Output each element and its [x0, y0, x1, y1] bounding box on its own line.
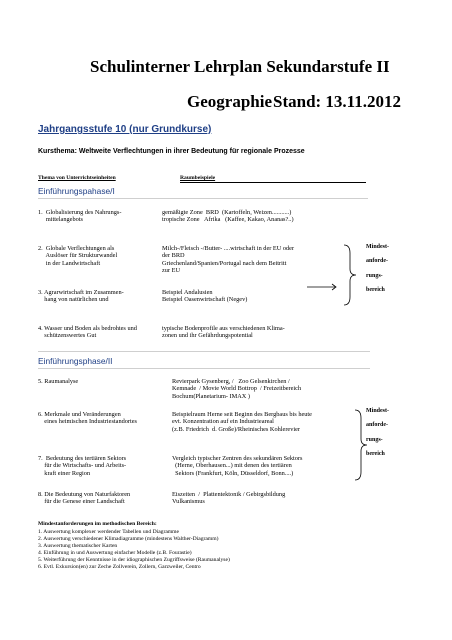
phase1-title: Einführungspahase/I	[38, 186, 115, 196]
header-underline	[180, 182, 366, 183]
phase2-title: Einführungsphase/II	[38, 356, 113, 366]
phase1-examples-1: gemäßigte Zone BRD (Kartoffeln, Weizen...........) tropische Zone Afrika (Kaffee, Kakao, Ananas?..)	[162, 209, 294, 224]
phase2-top-divider	[38, 351, 370, 352]
phase1-mindest-label: Mindest- anforde- rungs- bereich	[366, 244, 389, 294]
date-label: Stand: 13.11.2012	[273, 92, 401, 111]
phase1-topic-2: 2. Globale Verflechtungen als Auslöser für Strukturwandel in der Landwirtschaft	[38, 245, 118, 267]
subject-title: Geographie	[187, 92, 272, 111]
phase2-topic-7: 7. Bedeutung des tertiären Sektors für die Wirtschafts- und Arbeits- kraft einer Region	[38, 455, 127, 477]
phase1-topic-3: 3. Agrarwirtschaft im Zusammen- hang von natürlichen und	[38, 289, 124, 304]
methods-title: Mindestanforderungen im methodischen Bereich:	[38, 521, 157, 527]
methods-item: 2. Auswertung verschiedener Klimadiagramme (mindestens Walther-Diagramm)	[38, 536, 219, 542]
grade-heading: Jahrgangsstufe 10 (nur Grundkurse)	[38, 124, 212, 135]
methods-item: 3. Auswertung thematischer Karten	[38, 543, 118, 549]
phase2-topic-5: 5. Raumanalyse	[38, 378, 79, 385]
phase1-divider	[38, 198, 368, 199]
phase2-mindest-label: Mindest- anforde- rungs- bereich	[366, 408, 389, 458]
phase1-examples-2: Milch-/Fleisch -/Butter- ....wirtschaft in der EU oder der BRD Griechenland/Spanien/Portugal nach dem Beitritt zur EU	[162, 245, 295, 275]
methods-item: 5. Weiterführung der Kenntnisse in der idiographischen Zugriffsweise (Raumanalyse)	[38, 557, 230, 563]
phase1-examples-4: typische Bodenprofile aus verschiedenen Klima- zonen und ihr Gefährdungspotential	[162, 325, 285, 340]
phase1-topic-4: 4. Wasser und Boden als bedrohtes und schützenswertes Gut	[38, 325, 137, 340]
column-header-examples: Raumbeispiele	[180, 175, 216, 181]
phase2-examples-8: Eiszeiten / Plattentektonik / Gebirgsbildung Vulkanismus	[172, 491, 286, 506]
phase2-topic-8: 8. Die Bedeutung von Naturfaktoren für die Genese einer Landschaft	[38, 491, 131, 506]
phase1-arrow-icon	[305, 283, 339, 291]
methods-item: 4. Einführung in und Auswertung einfacher Modelle (z.B. Fourastie)	[38, 550, 192, 556]
phase1-topic-1: 1. Globalisierung des Nahrungs- mittelangebots	[38, 209, 122, 224]
phase2-topic-6: 6. Merkmale und Veränderungen eines heimischen Industriestandortes	[38, 411, 137, 426]
phase2-examples-5: Revierpark Gysenberg, / Zoo Gelsenkirchen / Kemnade / Movie World Bottrop / Freizeitbereich Bochum(Planetarium- IMAX )	[172, 378, 302, 400]
course-theme: Kursthema: Weltweite Verflechtungen in ihrer Bedeutung für regionale Prozesse	[38, 148, 305, 155]
phase2-examples-7: Vergleich typischer Zentren des sekundären Sektors (Herne, Oberhausen...) mit denen des tertiären Sektors (Frankfurt, Köln, Düsseldorf, Bonn....)	[172, 455, 303, 477]
methods-item: 1. Auswertung komplexer werdender Tabellen und Diagramme	[38, 529, 180, 535]
methods-item: 6. Evtl. Exkursion(en) zur Zeche Zollverein, Zollern, Garzweiler, Centro	[38, 564, 201, 570]
phase2-divider	[38, 368, 370, 369]
phase1-examples-3: Beispiel Andalusien Beispiel Oasenwirtschaft (Negev)	[162, 289, 248, 304]
column-header-topic: Thema von Unterrichtseinheiten	[38, 175, 116, 181]
document-title: Schulinterner Lehrplan Sekundarstufe II	[90, 57, 390, 76]
phase2-examples-6: Beispielraum Herne seit Beginn des Bergbaus bis heute evt. Konzentration auf ein Industrieareal (z.B. Friedrich d. Große)/Rheinisches Kohlerevier	[172, 411, 312, 433]
